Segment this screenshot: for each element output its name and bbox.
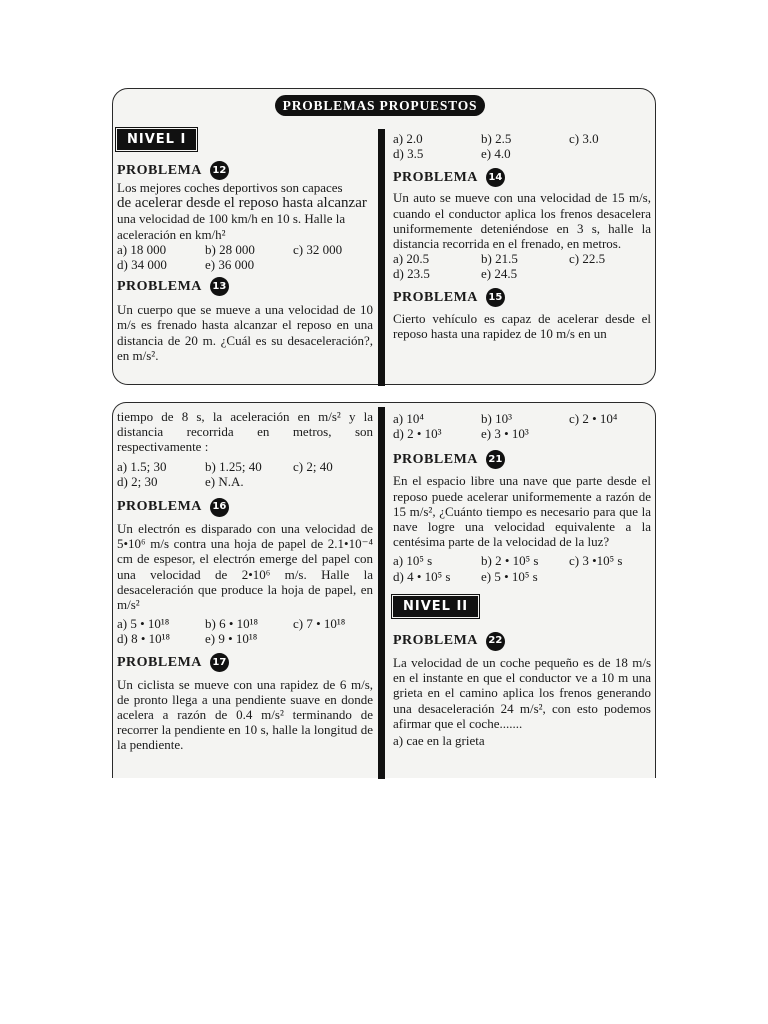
problem-number-icon: 17 <box>210 653 229 672</box>
problem-22-text: La velocidad de un coche pequeño es de 18 m/s en el instante en que el conductor ve a 10 m una grieta en el camino aplica los frenos generando una desaceleración 24 m/s², con esto podemos afirmar que el coche....... <box>393 655 651 731</box>
previous-options-row1: a) 10⁴ b) 10³ c) 2 • 10⁴ <box>393 411 618 426</box>
column-divider <box>378 407 385 779</box>
problem-13-heading: PROBLEMA 13 <box>117 276 373 296</box>
problem-16-text: Un electrón es disparado con una velocidad de 5•10⁶ m/s contra una hoja de papel de 2.1•10⁻⁴ cm de espesor, el electrón emerge del papel con una velocidad de 2•10⁶ m/s. Halle la desaceleración que produce la hoja de papel, en m/s² <box>117 521 373 613</box>
problem-14-text: Un auto se mueve con una velocidad de 15 m/s, cuando el conductor aplica los frenos desacelera uniformemente deteniéndose en 3 s, halle la distancia recorrida en el frenado, en metros. <box>393 190 651 252</box>
problem-15-text: Cierto vehículo es capaz de acelerar desde el reposo hasta una rapidez de 10 m/s en un <box>393 310 651 341</box>
bottom-panel <box>112 402 656 778</box>
problem-12-options-row1: a) 18 000 b) 28 000 c) 32 000 <box>117 241 343 257</box>
problem-22-heading: PROBLEMA 22 <box>393 631 651 651</box>
problem-22-option-a: a) cae en la grieta <box>393 733 485 749</box>
problem-12-heading: PROBLEMA 12 <box>117 160 373 180</box>
previous-options-row1: a) 2.0 b) 2.5 c) 3.0 <box>393 131 599 146</box>
bottom-right-column <box>393 411 651 748</box>
problem-number-icon: 22 <box>486 632 505 651</box>
problem-21-heading: PROBLEMA 21 <box>393 449 651 469</box>
problem-15-heading: PROBLEMA 15 <box>393 288 651 308</box>
problem-21-options-row2: d) 4 • 10⁵ s e) 5 • 10⁵ s <box>393 568 538 584</box>
problem-14-options-row1: a) 20.5 b) 21.5 c) 22.5 <box>393 251 606 267</box>
problem-15-continuation: tiempo de 8 s, la aceleración en m/s² y la distancia recorrida en metros, son respectivamente : <box>117 409 373 455</box>
problem-16-options-row1: a) 5 • 10¹⁸ b) 6 • 10¹⁸ c) 7 • 10¹⁸ <box>117 616 346 632</box>
top-panel <box>112 88 656 385</box>
problem-16-options-row2: d) 8 • 10¹⁸ e) 9 • 10¹⁸ <box>117 631 258 647</box>
problem-17-heading: PROBLEMA 17 <box>117 653 373 673</box>
problem-number-icon: 21 <box>486 450 505 469</box>
problem-number-icon: 14 <box>486 168 505 187</box>
problem-21-options-row1: a) 10⁵ s b) 2 • 10⁵ s c) 3 •10⁵ s <box>393 553 623 569</box>
top-left-column <box>117 129 373 363</box>
problem-14-heading: PROBLEMA 14 <box>393 167 651 187</box>
problem-number-icon: 13 <box>210 277 229 296</box>
problem-12-options-row2: d) 34 000 e) 36 000 <box>117 257 255 273</box>
problem-number-icon: 15 <box>486 288 505 307</box>
problem-21-text: En el espacio libre una nave que parte desde el reposo puede acelerar uniformemente a razón de 15 m/s², ¿Cuánto tiempo es necesario para que la nave logre una velocidad equivalente a la centésima parte de la velocidad de la luz? <box>393 473 651 550</box>
bottom-left-column <box>117 409 373 753</box>
problem-number-icon: 16 <box>210 498 229 517</box>
previous-options-row2: d) 3.5 e) 4.0 <box>393 146 511 162</box>
problem-12-text: Los mejores coches deportivos son capaces de acelerar desde el reposo hasta alcanzar una velocidad de 100 km/h en 10 s. Halle la aceleración en km/h² <box>117 180 367 242</box>
problem-17-text: Un ciclista se mueve con una rapidez de 6 m/s, de pronto llega a una pendiente suave en donde acelera a razón de 0.4 m/s² terminando de recorrer la pendiente en 10 s, halle la longitud de la pendiente. <box>117 676 373 753</box>
nivel-badge: NIVEL II <box>393 596 478 617</box>
problem-14-options-row2: d) 23.5 e) 24.5 <box>393 266 518 282</box>
nivel-badge: NIVEL I <box>117 129 196 150</box>
problem-16-heading: PROBLEMA 16 <box>117 497 373 517</box>
top-right-column <box>393 131 651 341</box>
previous-options-row2: d) 2 • 10³ e) 3 • 10³ <box>393 426 529 442</box>
problem-15-options-row1: a) 1.5; 30 b) 1.25; 40 c) 2; 40 <box>117 458 333 474</box>
problem-13-text: Un cuerpo que se mueve a una velocidad de 10 m/s es frenado hasta alcanzar el reposo en una distancia de 20 m. ¿Cuál es su desaceleración?, en m/s². <box>117 302 373 363</box>
column-divider <box>378 129 385 386</box>
section-title: PROBLEMAS PROPUESTOS <box>275 95 485 116</box>
problem-number-icon: 12 <box>210 161 229 180</box>
problem-15-options-row2: d) 2; 30 e) N.A. <box>117 473 244 489</box>
